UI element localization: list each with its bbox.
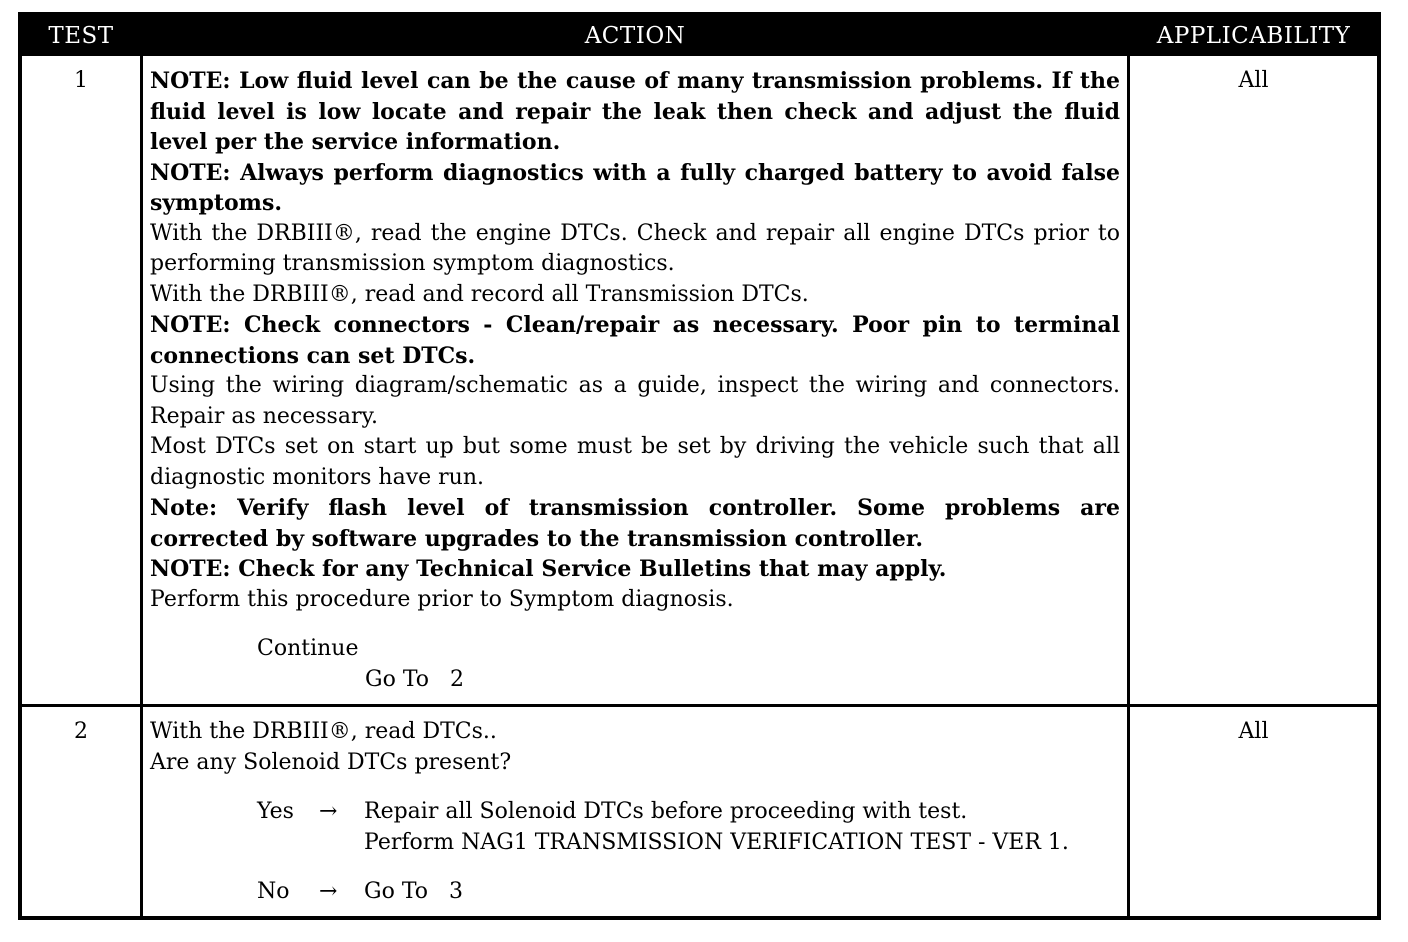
- header-action: ACTION: [584, 23, 686, 49]
- note-paragraph: NOTE: Check for any Technical Service Bulletins that may apply.: [150, 556, 947, 582]
- row-2-applicability: All: [1238, 719, 1269, 744]
- note-paragraph: NOTE: Check connectors - Clean/repair as necessary. Poor pin to terminal connections can set DTCs.: [150, 312, 1120, 369]
- arrow-right-icon: →: [319, 879, 338, 904]
- header-applicability: APPLICABILITY: [1156, 23, 1351, 49]
- row-1-applicability: All: [1238, 68, 1269, 93]
- note-paragraph: Note: Verify flash level of transmission controller. Some problems are corrected by software upgrades to the transmission controller.: [150, 495, 1120, 552]
- column-divider: [140, 56, 143, 916]
- instruction-paragraph: With the DRBIII®, read the engine DTCs. Check and repair all engine DTCs prior to performing transmission symptom diagnostics.: [150, 220, 1120, 276]
- note-paragraph: NOTE: Low fluid level can be the cause of many transmission problems. If the fluid level is low locate and repair the leak then check and adjust the fluid level per the service information.: [150, 68, 1120, 155]
- goto-link[interactable]: Go To 3: [364, 879, 463, 904]
- instruction-paragraph: Perform this procedure prior to Symptom diagnosis.: [150, 586, 734, 612]
- row-1-action: [150, 66, 1120, 695]
- instruction-paragraph: With the DRBIII®, read and record all Transmission DTCs.: [150, 281, 809, 307]
- yes-action-line: Repair all Solenoid DTCs before proceeding with test.: [364, 799, 968, 824]
- test-table: [18, 12, 1381, 920]
- header-test: TEST: [48, 23, 114, 49]
- no-response[interactable]: [150, 877, 1120, 908]
- instruction-paragraph: Using the wiring diagram/schematic as a guide, inspect the wiring and connectors. Repair as necessary.: [150, 373, 1120, 429]
- no-label: No: [257, 879, 290, 904]
- yes-action: [364, 797, 1120, 858]
- row-2-action: [150, 717, 1120, 908]
- goto-link[interactable]: Go To 2: [365, 666, 464, 692]
- table-header: [22, 16, 1377, 56]
- yes-label: Yes: [257, 799, 294, 824]
- continue-label: Continue: [257, 636, 359, 661]
- instruction-line: With the DRBIII®, read DTCs..: [150, 719, 497, 744]
- yes-action-line[interactable]: Perform NAG1 TRANSMISSION VERIFICATION TEST - VER 1.: [364, 829, 1069, 855]
- instruction-paragraph: Most DTCs set on start up but some must be set by driving the vehicle such that all diagnostic monitors have run.: [150, 434, 1120, 490]
- note-paragraph: NOTE: Always perform diagnostics with a fully charged battery to avoid false symptoms.: [150, 159, 1120, 216]
- column-divider: [1127, 56, 1130, 916]
- question-line: Are any Solenoid DTCs present?: [150, 749, 512, 775]
- yes-response[interactable]: [150, 797, 1120, 858]
- row-2-test-number: 2: [74, 719, 88, 744]
- arrow-right-icon: →: [319, 799, 338, 824]
- row-divider: [22, 704, 1377, 707]
- row-1-test-number: 1: [74, 68, 88, 93]
